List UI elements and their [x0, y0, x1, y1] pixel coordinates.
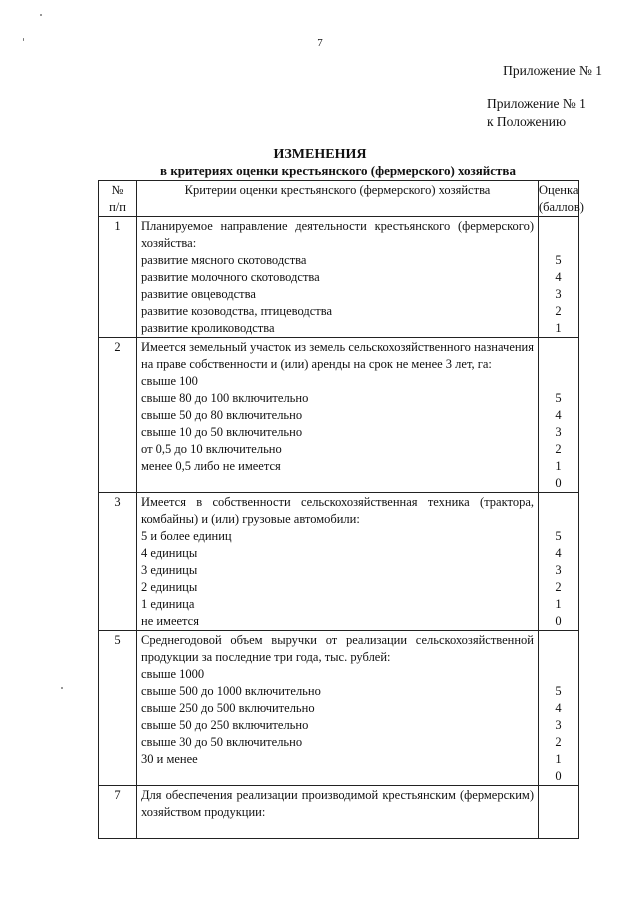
row-criteria	[137, 786, 539, 839]
criterion-option: свыше 100	[141, 374, 198, 388]
criteria-table	[98, 180, 584, 839]
score-value: 5	[555, 529, 562, 543]
table-row	[99, 493, 579, 631]
score-value: 0	[555, 476, 562, 490]
criterion-option: свыше 50 до 80 включительно	[141, 408, 303, 422]
score-spacer	[539, 494, 578, 511]
score-value: 3	[555, 287, 562, 301]
score-value: 2	[555, 735, 562, 749]
score-value: 1	[555, 459, 562, 473]
criterion-option: менее 0,5 либо не имеется	[141, 459, 281, 473]
score-value: 3	[555, 563, 562, 577]
row-number: 7	[99, 786, 137, 839]
header-criteria: Критерии оценки крестьянского (фермерского) хозяйства	[137, 181, 539, 217]
criterion-option: 3 единицы	[141, 563, 198, 577]
criterion-option: 5 и более единиц	[141, 529, 232, 543]
row-criteria	[137, 217, 539, 338]
score-value: 0	[555, 769, 562, 783]
row-scores	[539, 631, 579, 786]
criterion-description: Планируемое направление деятельности крестьянского (фермерского) хозяйства:	[141, 219, 534, 250]
criterion-option: свыше 30 до 50 включительно	[141, 735, 303, 749]
table-row	[99, 338, 579, 493]
score-value: 5	[555, 253, 562, 267]
appendix-reference	[487, 95, 586, 131]
scan-speck	[40, 14, 42, 16]
score-spacer	[539, 804, 578, 821]
score-value: 3	[555, 718, 562, 732]
score-value: 2	[555, 442, 562, 456]
criterion-description: Имеется земельный участок из земель сельскохозяйственного назначения на праве собственности и (или) аренды на срок не менее 3 лет, га:	[141, 340, 534, 371]
row-criteria	[137, 493, 539, 631]
criterion-option: 1 единица	[141, 597, 195, 611]
score-spacer	[539, 218, 578, 235]
header-number-line: п/п	[109, 200, 126, 214]
criteria-body	[99, 217, 579, 839]
row-scores	[539, 493, 579, 631]
score-spacer	[539, 649, 578, 666]
row-criteria	[137, 338, 539, 493]
criterion-option: свыше 50 до 250 включительно	[141, 718, 309, 732]
score-value: 4	[555, 701, 562, 715]
criterion-option: 4 единицы	[141, 546, 198, 560]
score-spacer	[539, 511, 578, 528]
score-spacer	[539, 787, 578, 804]
score-value: 2	[555, 580, 562, 594]
score-value: 4	[555, 270, 562, 284]
score-value: 4	[555, 546, 562, 560]
score-spacer	[539, 339, 578, 356]
blank-line	[141, 821, 534, 838]
table-header-row	[99, 181, 579, 217]
score-spacer	[539, 632, 578, 649]
header-number-line: №	[111, 183, 124, 197]
row-number: 2	[99, 338, 137, 493]
row-scores	[539, 338, 579, 493]
header-score	[539, 181, 584, 217]
criterion-option: свыше 1000	[141, 667, 205, 681]
header-score-line: (баллов)	[539, 200, 584, 214]
score-value: 5	[555, 684, 562, 698]
row-criteria	[137, 631, 539, 786]
score-value: 1	[555, 752, 562, 766]
row-number: 3	[99, 493, 137, 631]
criterion-description: Для обеспечения реализации производимой крестьянским (фермерским) хозяйством продукции:	[141, 788, 534, 819]
page-number: 7	[317, 37, 323, 49]
table-row	[99, 217, 579, 338]
table-row	[99, 631, 579, 786]
criterion-option: развитие козоводства, птицеводства	[141, 304, 333, 318]
appendix-reference-line: Приложение № 1	[487, 96, 586, 111]
row-number: 1	[99, 217, 137, 338]
criterion-option: развитие молочного скотоводства	[141, 270, 320, 284]
criterion-description: Среднегодовой объем выручки от реализации сельскохозяйственной продукции за последние три года, тыс. рублей:	[141, 633, 534, 664]
row-scores	[539, 217, 579, 338]
score-spacer	[539, 235, 578, 252]
score-value: 4	[555, 408, 562, 422]
criterion-option: развитие кролиководства	[141, 321, 275, 335]
score-spacer	[539, 373, 578, 390]
row-scores	[539, 786, 579, 839]
table-row	[99, 786, 579, 839]
criterion-description: Имеется в собственности сельскохозяйственная техника (трактора, комбайны) и (или) грузовые автомобили:	[141, 495, 534, 526]
score-value: 0	[555, 614, 562, 628]
row-number: 5	[99, 631, 137, 786]
scan-speck	[61, 687, 63, 689]
criterion-option: свыше 500 до 1000 включительно	[141, 684, 321, 698]
score-value: 1	[555, 321, 562, 335]
criterion-option: свыше 80 до 100 включительно	[141, 391, 309, 405]
criterion-option: 2 единицы	[141, 580, 198, 594]
criterion-option: 30 и менее	[141, 752, 198, 766]
document-title: ИЗМЕНЕНИЯ	[273, 147, 367, 162]
score-value: 2	[555, 304, 562, 318]
header-score-line: Оценка	[539, 183, 579, 197]
document-subtitle: в критериях оценки крестьянского (фермерского) хозяйства	[160, 163, 516, 178]
criterion-option: от 0,5 до 10 включительно	[141, 442, 282, 456]
criterion-option: развитие овцеводства	[141, 287, 256, 301]
criterion-option: развитие мясного скотоводства	[141, 253, 307, 267]
score-value: 5	[555, 391, 562, 405]
criterion-option: не имеется	[141, 614, 199, 628]
score-value: 3	[555, 425, 562, 439]
header-number	[99, 181, 137, 217]
appendix-reference-line: к Положению	[487, 114, 567, 129]
criterion-option: свыше 10 до 50 включительно	[141, 425, 303, 439]
score-spacer	[539, 356, 578, 373]
score-spacer	[539, 666, 578, 683]
score-value: 1	[555, 597, 562, 611]
criterion-option: свыше 250 до 500 включительно	[141, 701, 315, 715]
appendix-label: Приложение № 1	[503, 63, 602, 78]
